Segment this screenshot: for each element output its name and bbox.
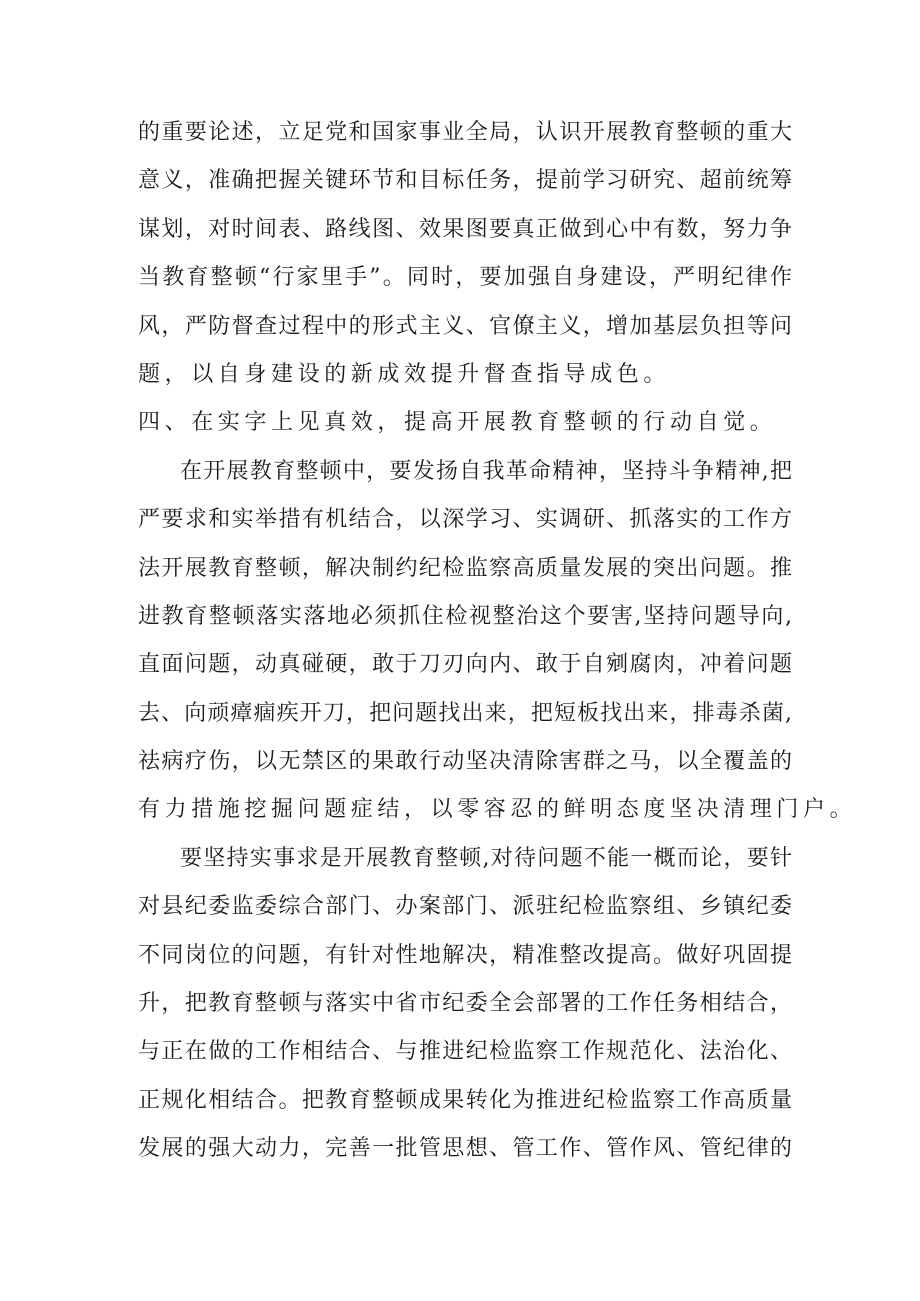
text-line: 在开展教育整顿中，要发扬自我革命精神，坚持斗争精神,把 [180,458,792,484]
text-line: 谋划，对时间表、路线图、效果图要真正做到心中有数，努力争 [138,216,792,242]
text-line: 严要求和实举措有机结合，以深学习、实调研、抓落实的工作方 [138,507,792,533]
document-page [138,109,857,1174]
text-line: 法开展教育整顿，解决制约纪检监察高质量发展的突出问题。推 [138,555,792,581]
text-line: 进教育整顿落实落地必须抓住检视整治这个要害,坚持问题导向, [138,603,792,629]
text-line: 的重要论述，立足党和国家事业全局，认识开展教育整顿的重大 [138,120,792,145]
text-line: 要坚持实事求是开展教育整顿,对待问题不能一概而论，要针 [180,845,792,871]
text-line: 对县纪委监委综合部门、办案部门、派驻纪检监察组、乡镇纪委 [138,894,792,920]
text-line: 正规化相结合。把教育整顿成果转化为推进纪检监察工作高质量 [138,1087,792,1113]
text-line: 直面问题，动真碰硬，敢于刀刃向内、敢于自剜腐肉，冲着问题 [138,652,792,678]
text-line: 发展的强大动力，完善一批管思想、管工作、管作风、管纪律的 [138,1136,792,1162]
text-line: 四、在实字上见真效，提高开展教育整顿的行动自觉。 [138,410,777,436]
text-line: 当教育整顿“行家里手”。同时，要加强自身建设，严明纪律作 [138,265,792,291]
text-line: 与正在做的工作相结合、与推进纪检监察工作规范化、法治化、 [138,1039,792,1065]
text-line: 祛病疗伤，以无禁区的果敢行动坚决清除害群之马，以全覆盖的 [138,749,792,775]
text-line: 去、向顽瘴痼疾开刀，把问题找出来，把短板找出来，排毒杀菌, [138,700,792,726]
text-line: 题，以自身建设的新成效提升督查指导成色。 [138,361,671,387]
text-line: 升，把教育整顿与落实中省市纪委全会部署的工作任务相结合， [138,991,792,1017]
text-line: 风，严防督查过程中的形式主义、官僚主义，增加基层负担等问 [138,313,792,339]
text-line: 有力措施挖掘问题症结，以零容忍的鲜明态度坚决清理门户。 [138,797,857,823]
text-line: 意义，准确把握关键环节和目标任务，提前学习研究、超前统筹 [138,168,792,194]
text-line: 不同岗位的问题，有针对性地解决，精准整改提高。做好巩固提 [138,942,792,968]
